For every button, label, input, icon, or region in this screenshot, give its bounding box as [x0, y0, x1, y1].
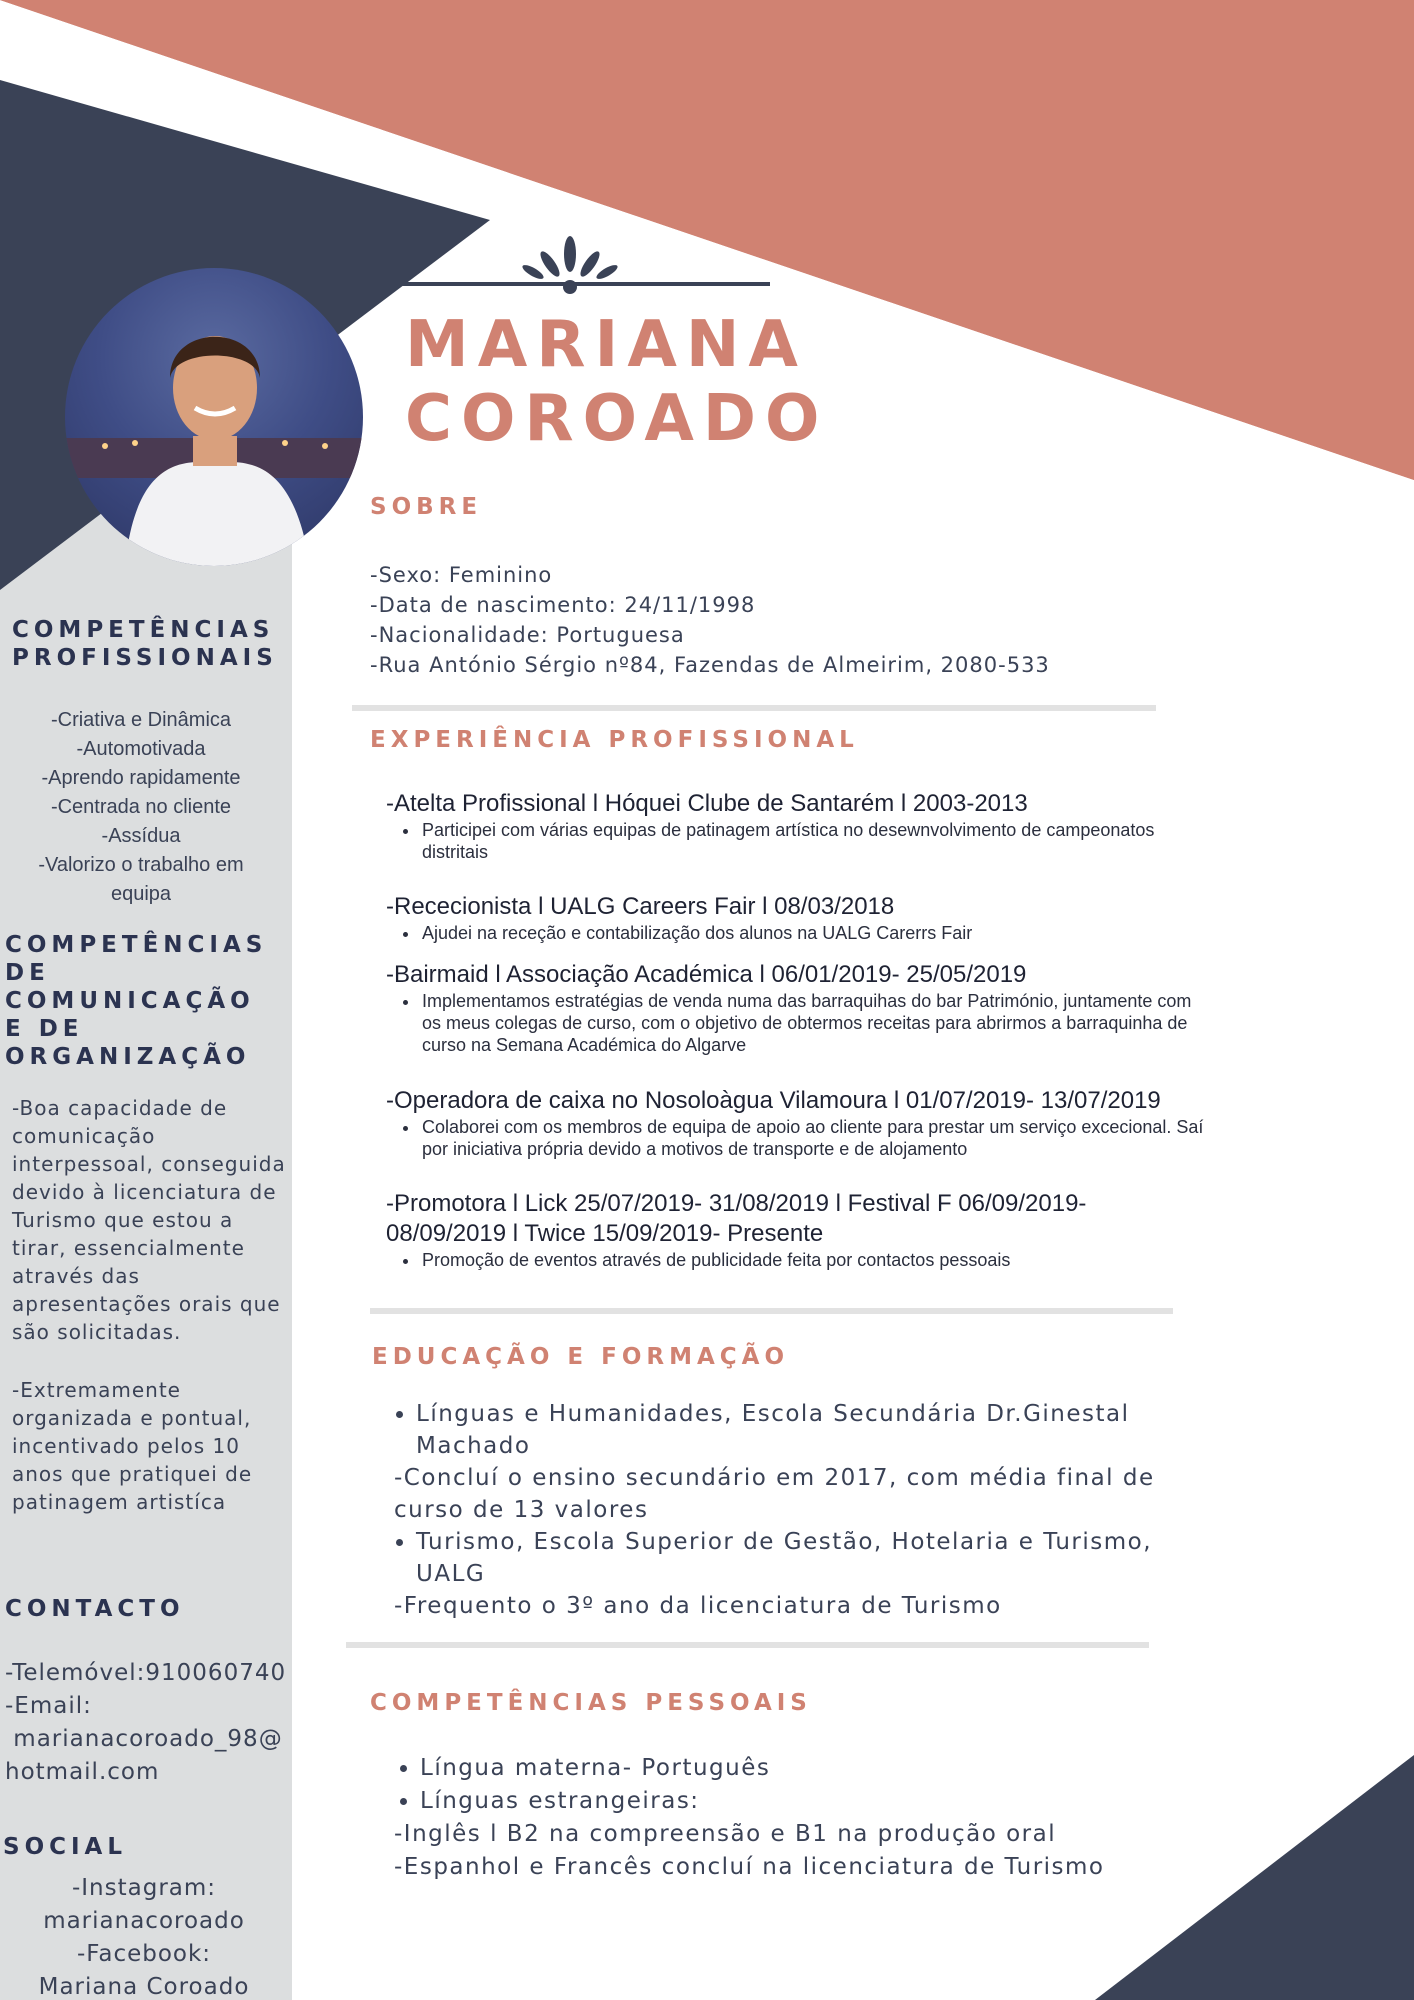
- competencias-profissionais-title: [12, 616, 278, 672]
- first-name: MARIANA: [405, 308, 807, 382]
- job-bullet: • Colaborei com os membros de equipa de apoio ao cliente para prestar um serviço excecional. Saí por iniciativa própria devido a motivos de transporte e de alojamento: [420, 1116, 1206, 1160]
- skill-item: -Valorizo o trabalho em: [38, 854, 244, 876]
- email-text: hotmail.com: [5, 1759, 160, 1785]
- section-divider: [370, 1308, 1173, 1314]
- title-line: COMPETÊNCIAS: [12, 617, 275, 643]
- job-title: -Atelta Profissional l Hóquei Clube de Santarém l 2003-2013: [386, 790, 1028, 817]
- educacao-item: • Línguas e Humanidades, Escola Secundária Dr.Ginestal Machado: [416, 1398, 1186, 1462]
- text-line: anos que pratiquei de: [12, 1462, 253, 1486]
- educacao-item: • Turismo, Escola Superior de Gestão, Hotelaria e Turismo, UALG: [416, 1526, 1186, 1590]
- educacao-list: [386, 1398, 1186, 1622]
- experiencia-title: EXPERIÊNCIA PROFISSIONAL: [370, 727, 859, 753]
- sobre-line: -Rua António Sérgio nº84, Fazendas de Almeirim, 2080-533: [370, 653, 1050, 677]
- text-line: organizada e pontual,: [12, 1406, 252, 1430]
- title-line: PROFISSIONAIS: [12, 645, 278, 671]
- organizacao-paragraph: [12, 1376, 252, 1516]
- title-line: COMUNICAÇÃO: [5, 988, 255, 1014]
- skill-item: equipa: [110, 883, 172, 905]
- section-divider: [346, 1642, 1149, 1648]
- text-line: comunicação: [12, 1124, 156, 1148]
- job-entry: [386, 892, 1206, 944]
- comunicacao-paragraph: [12, 1094, 286, 1346]
- skill-item: -Automotivada: [76, 738, 206, 760]
- text-line: -Extremamente: [12, 1378, 181, 1402]
- last-name: COROADO: [405, 382, 829, 456]
- pessoais-note: -Espanhol e Francês concluí na licenciatura de Turismo: [394, 1854, 1105, 1880]
- pessoais-note: -Inglês l B2 na compreensão e B1 na produção oral: [394, 1821, 1057, 1847]
- job-entry: [386, 789, 1206, 863]
- social-line: -Instagram:: [71, 1875, 217, 1901]
- job-bullet: • Promoção de eventos através de publicidade feita por contactos pessoais: [420, 1249, 1146, 1271]
- sobre-line: -Data de nascimento: 24/11/1998: [370, 593, 756, 617]
- title-line: COMPETÊNCIAS: [5, 932, 268, 958]
- email-label: -Email:: [5, 1693, 92, 1719]
- text-line: Turismo que estou a: [12, 1208, 234, 1232]
- title-line: ORGANIZAÇÃO: [5, 1044, 251, 1070]
- social-line: -Facebook:: [76, 1941, 212, 1967]
- text-line: apresentações orais que: [12, 1292, 281, 1316]
- job-entry: [386, 1189, 1146, 1271]
- job-bullet: • Participei com várias equipas de patinagem artística no desewnvolvimento de campeonatos distritais: [420, 819, 1206, 863]
- text-line: são solicitadas.: [12, 1320, 182, 1344]
- title-line: DE: [5, 960, 50, 986]
- flourish-ornament: [370, 232, 770, 302]
- educacao-note: -Concluí o ensino secundário em 2017, com média final de curso de 13 valores: [394, 1465, 1155, 1523]
- skill-item: -Criativa e Dinâmica: [50, 709, 232, 731]
- email-text: marianacoroado_98@: [5, 1726, 283, 1752]
- text-line: através das: [12, 1264, 140, 1288]
- text-line: interpessoal, conseguida: [12, 1152, 286, 1176]
- skill-item: -Assídua: [101, 825, 181, 847]
- pessoais-item: • Língua materna- Português: [420, 1752, 1180, 1785]
- section-divider: [352, 705, 1156, 711]
- pessoais-list: [380, 1752, 1180, 1884]
- pessoais-item: • Línguas estrangeiras:: [420, 1785, 1180, 1818]
- job-title: -Operadora de caixa no Nosoloàgua Vilamoura l 01/07/2019- 13/07/2019: [386, 1087, 1161, 1114]
- competencias-comunicacao-title: [5, 931, 267, 1071]
- sobre-details: [370, 560, 1050, 680]
- skill-item: -Centrada no cliente: [50, 796, 232, 818]
- educacao-note: -Frequento o 3º ano da licenciatura de Turismo: [394, 1593, 1002, 1619]
- job-title: -Rececionista l UALG Careers Fair l 08/03/2018: [386, 893, 895, 920]
- social-line: marianacoroado: [43, 1908, 245, 1934]
- contacto-details: [5, 1657, 286, 1789]
- text-line: incentivado pelos 10: [12, 1434, 241, 1458]
- text-line: tirar, essencialmente: [12, 1236, 245, 1260]
- educacao-title: EDUCAÇÃO E FORMAÇÃO: [372, 1344, 790, 1370]
- job-title: -Promotora l Lick 25/07/2019- 31/08/2019 l Festival F 06/09/2019- 08/09/2019 l Twice 15/09/2019- Presente: [386, 1190, 1087, 1247]
- phone-text: -Telemóvel:910060740: [5, 1660, 287, 1686]
- sobre-line: -Nacionalidade: Portuguesa: [370, 623, 685, 647]
- job-bullet: • Ajudei na receção e contabilização dos alunos na UALG Carerrs Fair: [420, 922, 1206, 944]
- pessoais-title: COMPETÊNCIAS PESSOAIS: [370, 1690, 812, 1716]
- skill-item: -Aprendo rapidamente: [41, 767, 241, 789]
- contacto-title: CONTACTO: [5, 1596, 185, 1622]
- sobre-title: SOBRE: [370, 494, 483, 520]
- profile-photo: [65, 268, 363, 566]
- competencias-profissionais-list: [0, 706, 282, 909]
- social-line: Mariana Coroado: [38, 1974, 250, 2000]
- text-line: devido à licenciatura de: [12, 1180, 277, 1204]
- title-line: E DE: [5, 1016, 84, 1042]
- full-name: [405, 308, 828, 456]
- text-line: patinagem artistíca: [12, 1490, 227, 1514]
- job-entry: [386, 1086, 1206, 1160]
- job-bullet: • Implementamos estratégias de venda numa das barraquihas do bar Património, juntamente com os meus colegas de curso, com o objetivo de obtermos receitas para abrirmos a barraquinha de curso na Semana Académica do Algarve: [420, 990, 1206, 1056]
- sobre-line: -Sexo: Feminino: [370, 563, 553, 587]
- social-title: SOCIAL: [3, 1834, 128, 1860]
- text-line: -Boa capacidade de: [12, 1096, 228, 1120]
- job-entry: [386, 960, 1206, 1056]
- job-title: -Bairmaid l Associação Académica l 06/01/2019- 25/05/2019: [386, 961, 1027, 988]
- social-details: [0, 1872, 288, 2000]
